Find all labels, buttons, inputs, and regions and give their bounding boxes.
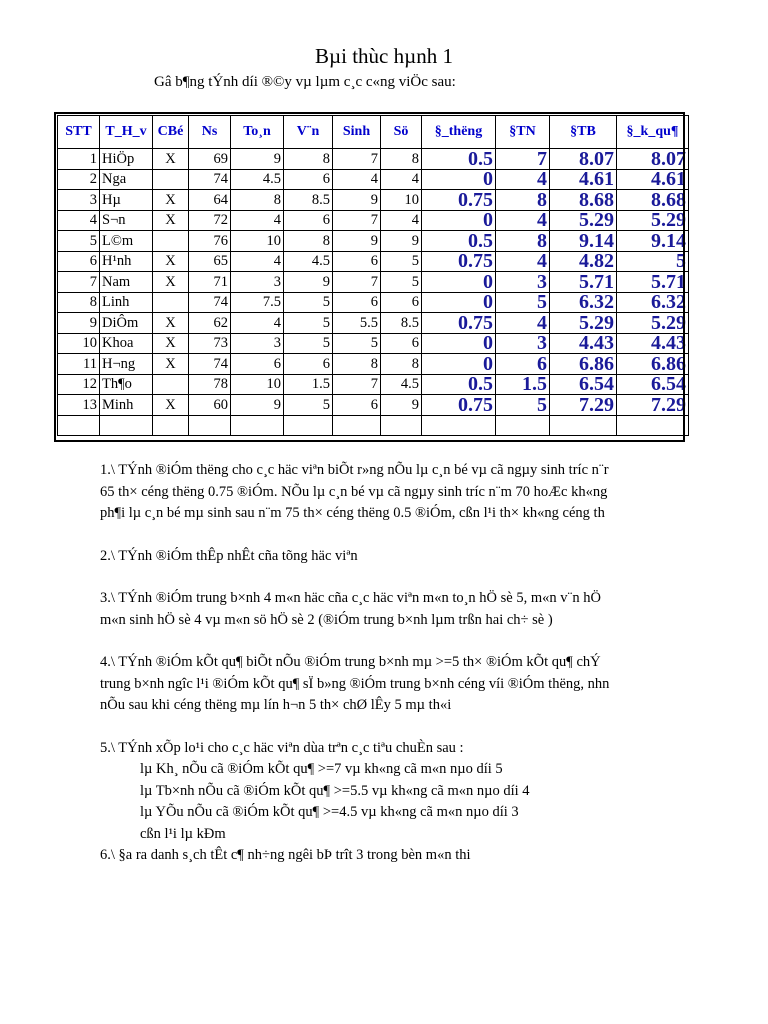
question-2: 2.\ TÝnh ®iÓm thÊp nhÊt cña tõng häc viªn (100, 547, 358, 564)
table-cell: 10 (231, 231, 284, 252)
table-cell: 4 (381, 169, 422, 190)
table-cell: X (153, 149, 189, 170)
table-row (58, 210, 689, 231)
table-cell: 9 (58, 313, 100, 334)
table-cell: 5 (284, 313, 333, 334)
table-cell: 4 (58, 210, 100, 231)
table-cell: H¬ng (100, 354, 153, 375)
question-5-line-5: cßn l¹i lµ kÐm (140, 825, 226, 842)
table-cell: 10 (58, 333, 100, 354)
table-cell: 8.5 (284, 190, 333, 211)
table-cell: 5.29 (617, 210, 689, 231)
table-cell: 5 (381, 251, 422, 272)
question-4-line-1: 4.\ TÝnh ®iÓm kÕt qu¶ biÕt nÕu ®iÓm trung b×nh mµ >=5 th× ®iÓm kÕt qu¶ chÝ (100, 654, 601, 670)
table-cell: 7 (333, 374, 381, 395)
table-cell: 4 (231, 313, 284, 334)
column-header: STT (58, 116, 100, 149)
table-cell: 4 (231, 210, 284, 231)
table-cell: X (153, 395, 189, 416)
column-header: Sö (381, 116, 422, 149)
table-cell: 64 (189, 190, 231, 211)
table-cell: 4 (496, 210, 550, 231)
table-cell: 7.5 (231, 292, 284, 313)
table-cell: 5 (617, 251, 689, 272)
table-cell: 8 (381, 354, 422, 375)
page-subtitle: Gâ b¶ng tÝnh díi ®©y vµ lµm c¸c c«ng viÖc sau: (154, 74, 456, 90)
table-header-row (58, 116, 689, 149)
table-cell: 8.68 (617, 190, 689, 211)
column-header: Ns (189, 116, 231, 149)
table-cell: 4 (381, 210, 422, 231)
table-cell: 0.5 (422, 231, 496, 252)
table-cell: 4.43 (550, 333, 617, 354)
table-cell: 9.14 (550, 231, 617, 252)
table-cell: X (153, 190, 189, 211)
table-cell (153, 374, 189, 395)
table-cell: 5.29 (550, 313, 617, 334)
table-cell: 6 (381, 292, 422, 313)
table-cell: 7.29 (550, 395, 617, 416)
table-cell: 0.75 (422, 313, 496, 334)
table-cell: X (153, 210, 189, 231)
column-header: §TB (550, 116, 617, 149)
table-cell: 6 (333, 251, 381, 272)
table-cell: X (153, 354, 189, 375)
question-1-line-3: ph¶i lµ c¸n bé mµ sinh sau n¨m 75 th× céng thëng 0.5 ®iÓm, cßn l¹i th× kh«ng céng th (100, 505, 605, 521)
table-cell: 5 (284, 395, 333, 416)
table-cell: 8 (333, 354, 381, 375)
table-cell: 4 (333, 169, 381, 190)
table-row (58, 169, 689, 190)
table-row (58, 313, 689, 334)
table-cell: X (153, 251, 189, 272)
table-cell: 7 (333, 272, 381, 293)
table-cell: 9 (381, 231, 422, 252)
table-cell: 8 (284, 231, 333, 252)
table-cell: 9 (381, 395, 422, 416)
table-cell: 12 (58, 374, 100, 395)
question-5-line-2: lµ Kh¸ nÕu cã ®iÓm kÕt qu¶ >=7 vµ kh«ng cã m«n nµo díi 5 (140, 761, 503, 777)
question-5-line-3: lµ Tb×nh nÕu cã ®iÓm kÕt qu¶ >=5.5 vµ kh«ng cã m«n nµo díi 4 (140, 782, 530, 799)
table-cell: 60 (189, 395, 231, 416)
table-cell: 8.5 (381, 313, 422, 334)
table-cell: 8.07 (550, 149, 617, 170)
table-cell: 71 (189, 272, 231, 293)
question-6: 6.\ §a ra danh s¸ch tÊt c¶ nh÷ng ngêi bÞ trît 3 trong bèn m«n thi (100, 847, 471, 863)
question-1-line-1: 1.\ TÝnh ®iÓm thëng cho c¸c häc viªn biÕt r»ng nÕu lµ c¸n bé vµ cã ngµy sinh tríc n¨r (100, 462, 609, 478)
table-cell: Hµ (100, 190, 153, 211)
table-cell: 0 (422, 210, 496, 231)
table-row (58, 190, 689, 211)
table-cell: 0 (422, 354, 496, 375)
table-cell: L©m (100, 231, 153, 252)
table-cell: 0.75 (422, 190, 496, 211)
table-cell: 9 (231, 149, 284, 170)
table-cell: 5 (381, 272, 422, 293)
table-cell: 72 (189, 210, 231, 231)
column-header: T_H_v (100, 116, 153, 149)
table-cell: 7 (58, 272, 100, 293)
column-header: To¸n (231, 116, 284, 149)
question-5-line-4: lµ YÕu nÕu cã ®iÓm kÕt qu¶ >=4.5 vµ kh«ng cã m«n nµo díi 3 (140, 804, 519, 820)
table-cell: 6 (231, 354, 284, 375)
table-cell: 5.71 (550, 272, 617, 293)
table-cell: 5 (333, 333, 381, 354)
table-cell: 0 (422, 272, 496, 293)
table-cell: 73 (189, 333, 231, 354)
column-header: §_thëng (422, 116, 496, 149)
table-cell: 3 (496, 272, 550, 293)
table-cell: 0.75 (422, 395, 496, 416)
table-cell: 0.75 (422, 251, 496, 272)
column-header: §_k_qu¶ (617, 116, 689, 149)
table-cell: 78 (189, 374, 231, 395)
table-row (58, 292, 689, 313)
table-cell: 6 (284, 169, 333, 190)
table-cell: 8.07 (617, 149, 689, 170)
table-cell: 6.32 (550, 292, 617, 313)
table-cell: 6 (333, 395, 381, 416)
table-cell: 5 (496, 292, 550, 313)
table-row (58, 395, 689, 416)
table-cell: 8 (231, 190, 284, 211)
table-cell: 4.61 (550, 169, 617, 190)
table-cell: 65 (189, 251, 231, 272)
table-cell: 3 (231, 272, 284, 293)
table-cell: 6.32 (617, 292, 689, 313)
table-cell: 7 (333, 149, 381, 170)
table-cell: 4 (496, 169, 550, 190)
table-cell: X (153, 333, 189, 354)
table-cell: 4.5 (231, 169, 284, 190)
table-cell: 6.86 (550, 354, 617, 375)
table-cell: 4.5 (284, 251, 333, 272)
table-cell: 6 (333, 292, 381, 313)
table-cell: DiÔm (100, 313, 153, 334)
table-cell: 6.54 (550, 374, 617, 395)
table-cell: 0.5 (422, 149, 496, 170)
table-cell: HiÖp (100, 149, 153, 170)
table-cell: 8 (284, 149, 333, 170)
table-cell: 9 (231, 395, 284, 416)
table-row (58, 231, 689, 252)
table-cell: 0.5 (422, 374, 496, 395)
column-header: Sinh (333, 116, 381, 149)
table-cell: 2 (58, 169, 100, 190)
question-1-line-2: 65 th× céng thëng 0.75 ®iÓm. NÕu lµ c¸n bé vµ cã ngµy sinh tríc n¨m 70 hoÆc kh«ng (100, 483, 608, 500)
table-cell: 5 (496, 395, 550, 416)
table-cell: 7 (496, 149, 550, 170)
column-header: §TN (496, 116, 550, 149)
table-cell: 5 (58, 231, 100, 252)
table-cell: 74 (189, 354, 231, 375)
table-cell: S¬n (100, 210, 153, 231)
table-cell: X (153, 272, 189, 293)
table-cell: 4.82 (550, 251, 617, 272)
table-cell: 8.68 (550, 190, 617, 211)
table-cell: Nga (100, 169, 153, 190)
table-cell: 4.61 (617, 169, 689, 190)
table-cell: 9 (333, 190, 381, 211)
table-empty-row (58, 415, 689, 436)
table-cell: 8 (496, 190, 550, 211)
table-cell: 6 (58, 251, 100, 272)
page-title: Bµi thùc hµnh 1 (315, 44, 453, 68)
table-cell: 6 (496, 354, 550, 375)
table-cell: 6 (284, 354, 333, 375)
table-cell: X (153, 313, 189, 334)
table-cell: 3 (231, 333, 284, 354)
table-cell: 4.5 (381, 374, 422, 395)
table-cell: 7 (333, 210, 381, 231)
question-5-line-1: 5.\ TÝnh xÕp lo¹i cho c¸c häc viªn dùa trªn c¸c tiªu chuÈn sau : (100, 739, 464, 756)
table-cell: 5.29 (617, 313, 689, 334)
table-cell: 62 (189, 313, 231, 334)
table-cell: 10 (231, 374, 284, 395)
table-cell (153, 292, 189, 313)
table-cell: 1 (58, 149, 100, 170)
table-row (58, 354, 689, 375)
table-cell: 0 (422, 169, 496, 190)
table-cell: 74 (189, 292, 231, 313)
table-cell: 3 (496, 333, 550, 354)
column-header: CBé (153, 116, 189, 149)
table-cell: Th¶o (100, 374, 153, 395)
table-cell: 74 (189, 169, 231, 190)
table-cell: 5 (284, 292, 333, 313)
table-row (58, 374, 689, 395)
column-header: V¨n (284, 116, 333, 149)
table-cell: 10 (381, 190, 422, 211)
question-4-line-3: nÕu sau khi céng thëng mµ lín h¬n 5 th× chØ lÊy 5 mµ th«i (100, 697, 452, 713)
question-3-line-1: 3.\ TÝnh ®iÓm trung b×nh 4 m«n häc cña c¸c häc viªn m«n to¸n hÖ sè 5, m«n v¨n hÖ (100, 590, 601, 606)
table-cell (153, 231, 189, 252)
table-cell: 11 (58, 354, 100, 375)
table-cell: 6.86 (617, 354, 689, 375)
table-cell: 13 (58, 395, 100, 416)
table-cell: 6 (284, 210, 333, 231)
table-cell: 69 (189, 149, 231, 170)
table-cell: 5 (284, 333, 333, 354)
table-row (58, 272, 689, 293)
table-cell: H¹nh (100, 251, 153, 272)
table-cell: 8 (58, 292, 100, 313)
table-cell: 6.54 (617, 374, 689, 395)
score-table (57, 115, 689, 436)
table-cell: 0 (422, 292, 496, 313)
table-cell: Minh (100, 395, 153, 416)
table-cell: 6 (381, 333, 422, 354)
exercise-list (100, 460, 740, 867)
table-row (58, 251, 689, 272)
table-cell: 1.5 (284, 374, 333, 395)
table-cell: Nam (100, 272, 153, 293)
table-cell: 3 (58, 190, 100, 211)
table-cell: 4.43 (617, 333, 689, 354)
table-row (58, 149, 689, 170)
table-cell: Khoa (100, 333, 153, 354)
table-cell: 4 (231, 251, 284, 272)
table-cell: 0 (422, 333, 496, 354)
table-cell: 8 (381, 149, 422, 170)
table-cell: 9 (284, 272, 333, 293)
question-3-line-2: m«n sinh hÖ sè 4 vµ m«n sö hÖ sè 2 (®iÓm trung b×nh lµm trßn hai ch÷ sè ) (100, 611, 553, 628)
table-cell: 1.5 (496, 374, 550, 395)
table-cell: 5.71 (617, 272, 689, 293)
table-cell: 8 (496, 231, 550, 252)
table-cell: 4 (496, 313, 550, 334)
table-cell: 9.14 (617, 231, 689, 252)
table-cell: 5.29 (550, 210, 617, 231)
question-4-line-2: trung b×nh ngîc l¹i ®iÓm kÕt qu¶ sÏ b»ng ®iÓm trung b×nh céng víi ®iÓm thëng, nhn (100, 675, 610, 692)
table-cell (153, 169, 189, 190)
table-cell: 5.5 (333, 313, 381, 334)
table-cell: 7.29 (617, 395, 689, 416)
table-cell: Linh (100, 292, 153, 313)
table-cell: 76 (189, 231, 231, 252)
table-row (58, 333, 689, 354)
table-cell: 4 (496, 251, 550, 272)
table-cell: 9 (333, 231, 381, 252)
